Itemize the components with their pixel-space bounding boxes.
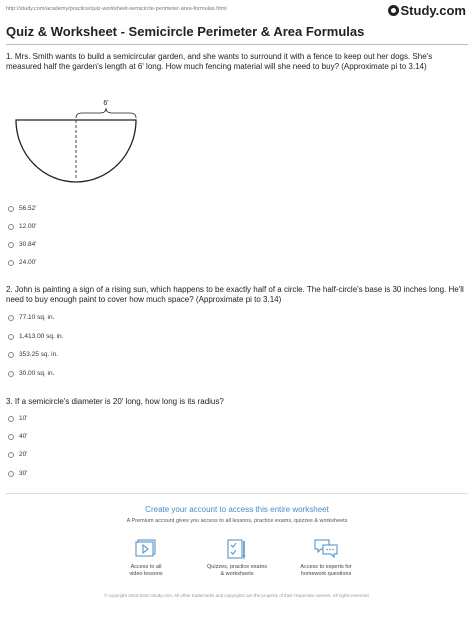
expert-chat-icon bbox=[312, 537, 340, 561]
q3-option-3[interactable]: 20' bbox=[8, 451, 27, 458]
radio-icon[interactable] bbox=[8, 224, 14, 230]
radio-icon[interactable] bbox=[8, 260, 14, 266]
radio-icon[interactable] bbox=[8, 371, 14, 377]
feature-quizzes bbox=[187, 537, 287, 578]
radio-icon[interactable] bbox=[8, 334, 14, 340]
q2-option-3[interactable]: 353.25 sq. in. bbox=[8, 351, 58, 358]
semicircle-figure bbox=[12, 98, 142, 188]
radio-icon[interactable] bbox=[8, 352, 14, 358]
quiz-icon bbox=[224, 537, 250, 561]
feature-label: Quizzes, practice exams & worksheets bbox=[207, 564, 267, 577]
radio-icon[interactable] bbox=[8, 315, 14, 321]
question-3-text: 3. If a semicircle's diameter is 20' long, how long is its radius? bbox=[6, 397, 224, 406]
logo-icon bbox=[388, 5, 399, 16]
study-logo[interactable] bbox=[388, 3, 467, 18]
q2-option-1[interactable]: 77.10 sq. in. bbox=[8, 314, 54, 321]
page-title: Quiz & Worksheet - Semicircle Perimeter & Area Formulas bbox=[6, 24, 365, 39]
q3-option-2[interactable]: 40' bbox=[8, 433, 27, 440]
q2-option-4[interactable]: 30.00 sq. in. bbox=[8, 370, 54, 377]
feature-experts bbox=[276, 537, 376, 578]
promo-subtitle: A Premium account gives you access to all lessons, practice exams, quizzes & worksheets bbox=[126, 518, 348, 524]
divider bbox=[6, 44, 468, 45]
q3-option-1[interactable]: 10' bbox=[8, 415, 27, 422]
q1-option-3[interactable]: 30.84' bbox=[8, 241, 37, 248]
feature-label: Access to experts for homework questions bbox=[300, 564, 352, 577]
radio-icon[interactable] bbox=[8, 471, 14, 477]
q1-option-4[interactable]: 24.00' bbox=[8, 259, 37, 266]
copyright-text: © copyright 2003-2020 Study.com. All other trademarks and copyrights are the property of their respective owners. All rights reserved. bbox=[104, 593, 370, 598]
divider bbox=[6, 493, 468, 494]
video-icon bbox=[133, 537, 159, 561]
feature-video-lessons bbox=[96, 537, 196, 578]
question-2-text: 2. John is painting a sign of a rising sun, which happens to be exactly half of a circle. The half-circle's base is 30 inches long. He'll need to buy enough paint to cover how much space? (Approximate pi to 3.14) bbox=[6, 285, 464, 304]
radio-icon[interactable] bbox=[8, 452, 14, 458]
figure-label: 6' bbox=[103, 100, 109, 107]
promo-title[interactable]: Create your account to access this entire worksheet bbox=[145, 505, 329, 514]
q1-option-2[interactable]: 12.00' bbox=[8, 223, 37, 230]
question-1-text: 1. Mrs. Smith wants to build a semicircular garden, and she wants to surround it with a fence to keep out her dogs. She's measured half the garden's length at 6' long. How much fencing material will she need to buy? (Approximate pi to 3.14) bbox=[6, 52, 433, 71]
logo-text: Study.com bbox=[400, 3, 466, 18]
radio-icon[interactable] bbox=[8, 416, 14, 422]
q1-option-1[interactable]: 56.52' bbox=[8, 205, 37, 212]
q3-option-4[interactable]: 30' bbox=[8, 470, 27, 477]
page-url: http://study.com/academy/practice/quiz-worksheet-semicircle-perimeter-area-formulas.html bbox=[6, 6, 227, 12]
q2-option-2[interactable]: 1,413.00 sq. in. bbox=[8, 333, 63, 340]
feature-label: Access to all video lessons bbox=[129, 564, 163, 577]
radio-icon[interactable] bbox=[8, 242, 14, 248]
radio-icon[interactable] bbox=[8, 434, 14, 440]
radio-icon[interactable] bbox=[8, 206, 14, 212]
